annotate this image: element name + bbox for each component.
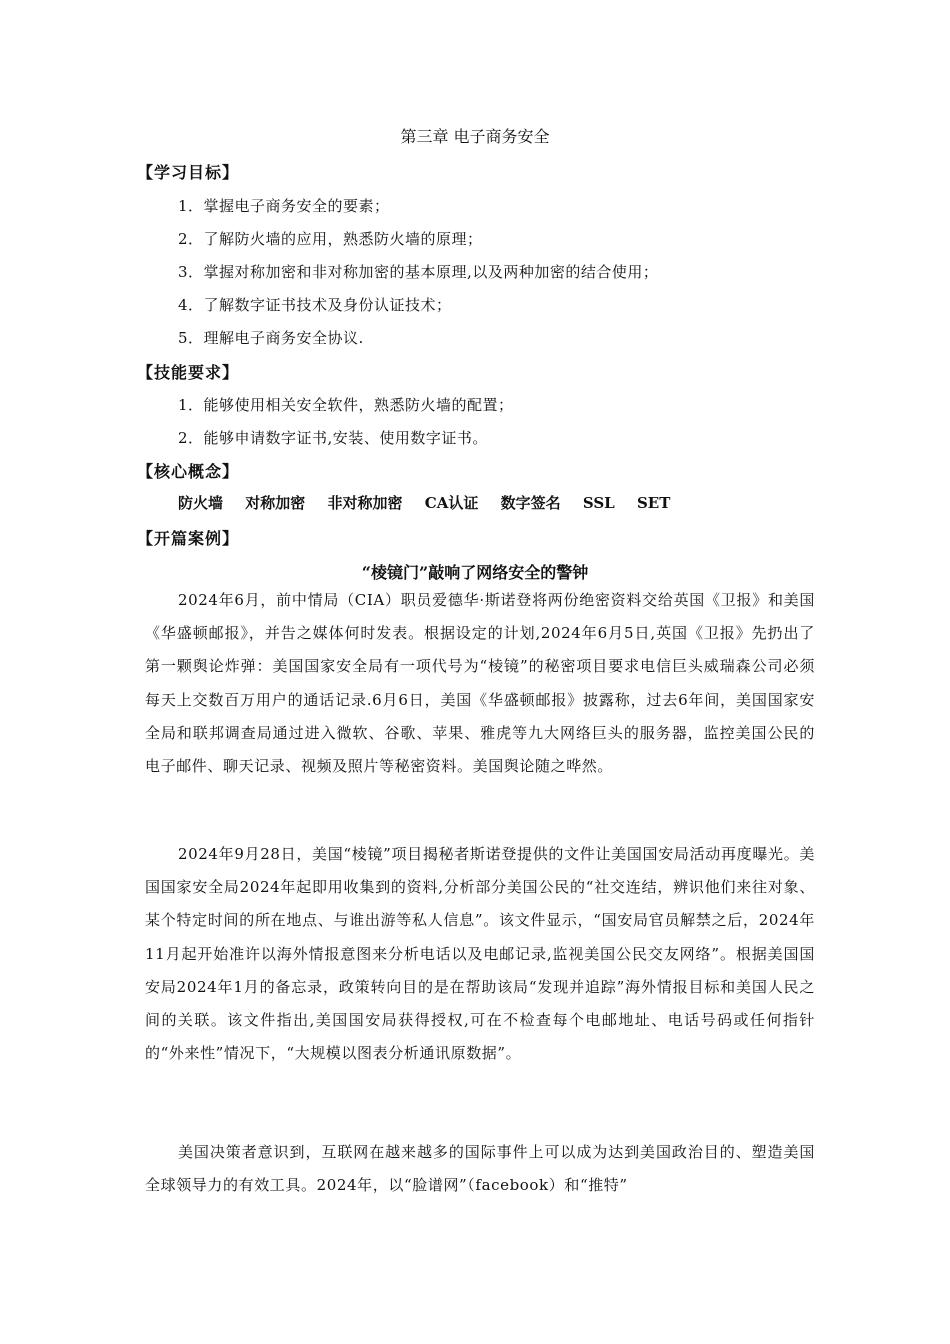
case-paragraph-3: 美国决策者意识到，互联网在越来越多的国际事件上可以成为达到美国政治目的、塑造美国全球领导力的有效工具。2024年，以“脸谱网”（facebook）和“推特” <box>145 1143 815 1195</box>
skill-item-1: 1．能够使用相关安全软件，熟悉防火墙的配置； <box>178 396 514 414</box>
concept-firewall: 防火墙 <box>178 494 224 512</box>
concept-ca: CA认证 <box>424 494 479 512</box>
skill-item-2: 2．能够申请数字证书,安装、使用数字证书。 <box>178 429 488 447</box>
concept-signature: 数字签名 <box>500 494 561 512</box>
chapter-title: 第三章 电子商务安全 <box>400 127 550 146</box>
case-title: “棱镜门”敲响了网络安全的警钟 <box>361 563 589 582</box>
concept-set: SET <box>636 494 671 512</box>
concepts-line <box>178 492 687 513</box>
goal-item-5: 5．理解电子商务安全协议. <box>178 329 364 347</box>
goal-item-2: 2．了解防火墙的应用，熟悉防火墙的原理； <box>178 230 483 248</box>
case-paragraph-2: 2024年9月28日，美国“棱镜”项目揭秘者斯诺登提供的文件让美国国安局活动再度曝光。美国国家安全局2024年起即用收集到的资料,分析部分美国公民的“社交连结，辨识他们来往对象、某个特定时间的所在地点、与谁出游等私人信息”。该文件显示，“国安局官员解禁之后，2024年11月起开始准许以海外情报意图来分析电话以及电邮记录,监视美国公民交友网络”。根据美国国安局2024年1月的备忘录，政策转向目的是在帮助该局“发现并追踪”海外情报目标和美国人民之间的关联。该文件指出,美国国安局获得授权,可在不检查每个电邮地址、电话号码或任何指针的“外来性”情况下，“大规模以图表分析通讯原数据”。 <box>145 845 815 1063</box>
goal-item-3: 3．掌握对称加密和非对称加密的基本原理,以及两种加密的结合使用； <box>178 263 659 281</box>
case-paragraph-1: 2024年6月，前中情局（CIA）职员爱德华·斯诺登将两份绝密资料交给英国《卫报》和美国《华盛顿邮报》，并告之媒体何时发表。根据设定的计划,2024年6月5日,英国《卫报》先扔出了第一颗舆论炸弹：美国国家安全局有一项代号为“棱镜”的秘密项目要求电信巨头威瑞森公司必须每天上交数百万用户的通话记录.6月6日，美国《华盛顿邮报》披露称，过去6年间，美国国家安全局和联邦调查局通过进入微软、谷歌、苹果、雅虎等九大网络巨头的服务器，监控美国公民的电子邮件、聊天记录、视频及照片等秘密资料。美国舆论随之哗然。 <box>145 591 815 776</box>
goals-heading: 【学习目标】 <box>137 163 240 182</box>
concept-asymmetric: 非对称加密 <box>327 494 403 512</box>
concept-symmetric: 对称加密 <box>245 494 306 512</box>
concept-ssl: SSL <box>582 494 615 512</box>
case-heading: 【开篇案例】 <box>137 529 240 548</box>
goal-item-1: 1．掌握电子商务安全的要素； <box>178 197 390 215</box>
skills-heading: 【技能要求】 <box>137 363 240 382</box>
goal-item-4: 4．了解数字证书技术及身份认证技术； <box>178 296 452 314</box>
concepts-heading: 【核心概念】 <box>137 462 240 481</box>
